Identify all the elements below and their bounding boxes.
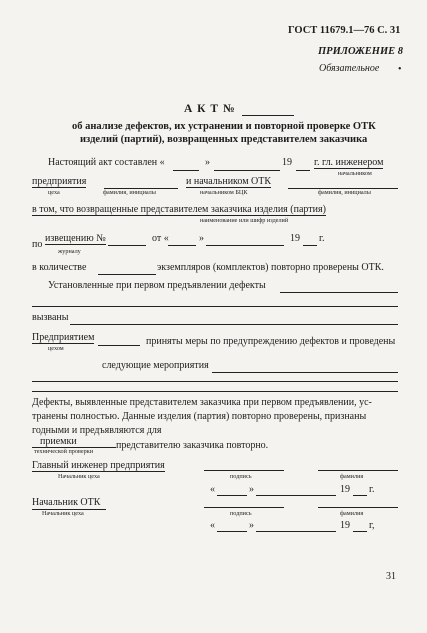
chief-caption: начальником: [338, 170, 372, 177]
enterprise-text: предприятия: [32, 176, 87, 187]
sig-chief-engineer: Главный инженер предприятия: [32, 460, 165, 471]
enterprise-line: [98, 345, 140, 346]
caption-head-btk: начальником БЦК: [200, 189, 248, 196]
page-number: 31: [386, 571, 396, 582]
sig-quote-open-2: «: [210, 520, 215, 531]
from-year-line: [303, 245, 317, 246]
enterprise-cap: Предприятием: [32, 332, 95, 343]
month-line: [214, 170, 280, 171]
sig-day-line-1: [217, 495, 247, 496]
sig-surname-cap-1: фамилия: [340, 473, 364, 480]
head-otk-text: и начальником ОТК: [186, 176, 272, 187]
sig-signature-cap-1: подпись: [230, 473, 252, 480]
quote-close: »: [205, 157, 210, 168]
from-text: от «: [152, 233, 169, 244]
acceptance-text: приемки: [40, 436, 77, 447]
sig-g-2: г,: [369, 520, 375, 531]
day-line: [173, 170, 199, 171]
para-line-1: Дефекты, выявленные представителем заказчика при первом предъявлении, ус-: [32, 397, 372, 408]
composed-text: Настоящий акт составлен «: [48, 157, 165, 168]
bullet-mark: •: [398, 64, 402, 75]
sig-day-line-2: [217, 531, 247, 532]
year-line: [296, 170, 310, 171]
chief-engineer-text: г. гл. инженером: [314, 157, 384, 168]
notice-text: извещению №: [45, 233, 106, 244]
sig-head-shop-2: Начальник цеха: [42, 510, 84, 517]
sig-year-line-1: [353, 495, 367, 496]
from-quote-close: »: [199, 233, 204, 244]
act-subtitle-1: об анализе дефектов, их устранении и повторной проверке ОТК: [72, 121, 376, 132]
from-day-line: [168, 245, 196, 246]
sig-signature-cap-2: подпись: [230, 510, 252, 517]
year-19: 19: [282, 157, 292, 168]
blank-line-1: [32, 381, 398, 382]
from-year-g: г.: [319, 233, 325, 244]
defects-line-2: [32, 306, 398, 307]
to-rep-text: представителю заказчика повторно.: [116, 440, 269, 451]
sig-year-19-1: 19: [340, 484, 350, 495]
sig-head-shop-1: Начальник цеха: [58, 473, 100, 480]
sig-quote-open-1: «: [210, 484, 215, 495]
sig-surname-line-1: [318, 470, 398, 471]
gost-header: ГОСТ 11679.1—76 С. 31: [288, 25, 401, 36]
measures-text: приняты меры по предупреждению дефектов и проведены: [146, 336, 396, 347]
from-month-line: [206, 245, 284, 246]
notice-number-line: [108, 245, 146, 246]
tech-check-text: технической проверки: [34, 448, 94, 455]
sig-surname-line-2: [318, 507, 398, 508]
following-line: [212, 372, 398, 373]
defects-line: [280, 292, 398, 293]
caused-text: вызваны: [32, 312, 69, 323]
caption-product: наименование или шифр изделий: [200, 217, 289, 224]
act-subtitle-2: изделий (партий), возвращенных представителем заказчика: [80, 134, 368, 145]
sig-signature-line-2: [204, 507, 284, 508]
defects-text: Установленные при первом предъявлении дефекты: [48, 280, 266, 291]
sig-head-otk: Начальник ОТК: [32, 497, 101, 508]
quantity-line: [98, 274, 156, 275]
from-year-19: 19: [290, 233, 300, 244]
act-title: А К Т №: [184, 103, 236, 115]
in-that-text: в том, что возвращенные представителем заказчика изделия (партия): [32, 204, 326, 215]
caption-shop: цеха: [48, 189, 60, 196]
following-text: следующие мероприятия: [102, 360, 209, 371]
sig-month-line-2: [256, 531, 336, 532]
caused-line: [70, 324, 398, 325]
blank-line-2: [32, 391, 398, 392]
sig-quote-close-2: »: [249, 520, 254, 531]
sig-g-1: г.: [369, 484, 375, 495]
sig-signature-line-1: [204, 470, 284, 471]
sig-year-19-2: 19: [340, 520, 350, 531]
caption-journal: журналу: [58, 248, 81, 255]
sig-surname-cap-2: фамилия: [340, 510, 364, 517]
quantity-rest: экземпляров (комплектов) повторно проверены ОТК.: [157, 262, 384, 273]
caption-name-1: фамилия, инициалы: [103, 189, 156, 196]
sig-quote-close-1: »: [249, 484, 254, 495]
appendix-label: ПРИЛОЖЕНИЕ 8: [318, 46, 403, 57]
sig-month-line-1: [256, 495, 336, 496]
po-text: по: [32, 239, 43, 250]
quantity-text: в количестве: [32, 262, 87, 273]
act-number-line: [242, 115, 294, 116]
caption-name-2: фамилия, инициалы: [318, 189, 371, 196]
para-line-2: транены полностью. Данные изделия (партия) повторно проверены, признаны: [32, 411, 367, 422]
shop-cap: цехом: [48, 345, 64, 352]
mandatory-label: Обязательное: [319, 63, 380, 74]
sig-year-line-2: [353, 531, 367, 532]
para-line-3: годными и предъявляются для: [32, 425, 162, 436]
